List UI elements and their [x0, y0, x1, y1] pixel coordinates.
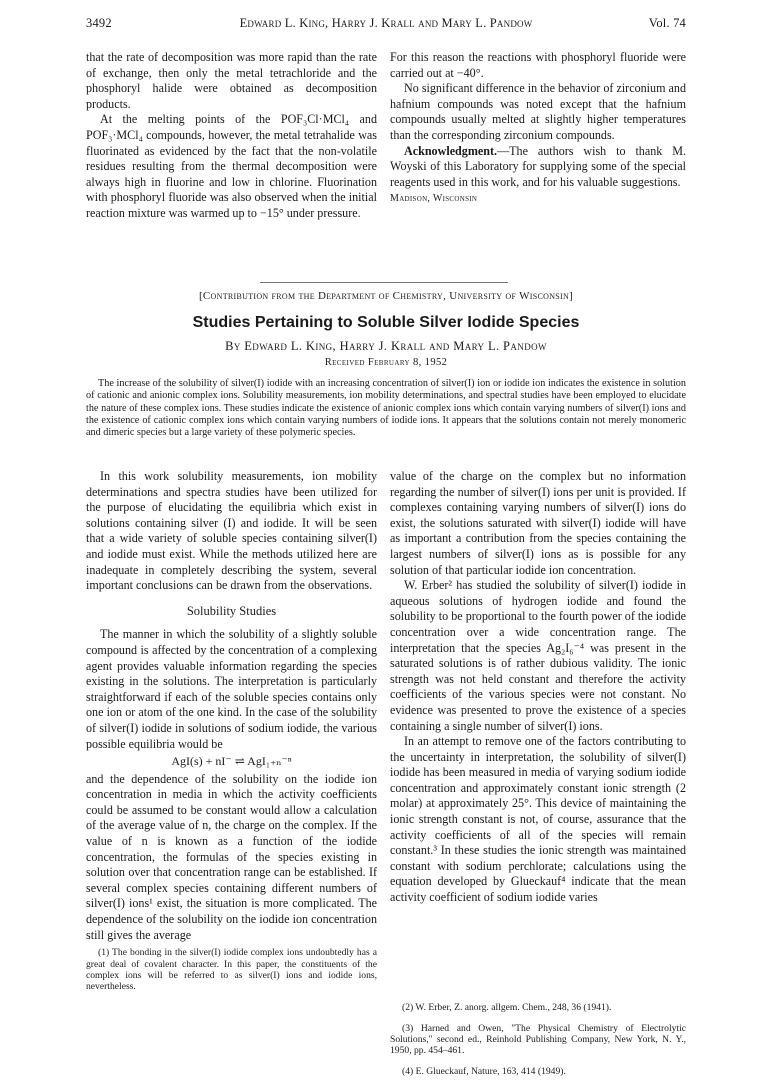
- author-address: Madison, Wisconsin: [390, 193, 478, 205]
- abstract-text: The increase of the solubility of silver(I) iodide with an increasing concentration of silver(I) ion or iodide ion indicates the existence in solution of cationic and anionic complex ions. Solubility measurements, ion mobility determinations, and spectral studies have been employed to elucidate the nature of these complex ions. These studies indicate the existence of anionic complex ions which contain varying numbers of silver(I) ions and the existence of cationic complex ions which contain varying numbers of iodide ions. It appears that the solutions contain not merely monomeric and dimeric species but a large variety of these polymeric species.: [86, 378, 686, 439]
- body-right-column: [390, 469, 686, 906]
- article-title: Studies Pertaining to Soluble Silver Iodide Species: [192, 314, 580, 331]
- previous-paragraph: that the rate of decomposition was more rapid than the rate of exchange, then only the metal tetrachloride and the phosphoryl halide were obtained as decomposition products.: [86, 50, 377, 111]
- section-heading: Solubility Studies: [186, 603, 277, 618]
- body-paragraph: and the dependence of the solubility on the iodide ion concentration in media in which the activity coefficients could be assumed to be constant would allow a calculation of the average value of n, the charge on the complex. If the value of n is known as a function of the iodide concentration, the formulas of the species existing in solution over that concentration range can be established. If several complex species containing different numbers of silver(I) ions¹ exist, the situation is more complicated. The dependence of the solubility on the iodide ion concentration still gives the average: [86, 771, 377, 942]
- article-byline: By Edward L. King, Harry J. Krall and Mary L. Pandow: [225, 339, 547, 353]
- body-paragraph: The manner in which the solubility of a slightly soluble compound is affected by the concentration of a complexing agent provides valuable information regarding the species existing in the solutions. The interpretation is particularly straightforward if each of the soluble species contains only one ion or atom of the one kind. In the case of the solubility of silver(I) iodide in solutions of sodium iodide, the various possible equilibria would be: [86, 627, 377, 751]
- previous-article-right-column: [390, 50, 686, 207]
- contribution-line: [Contribution from the Department of Chemistry, University of Wisconsin]: [198, 290, 574, 302]
- previous-article-left-column: [86, 50, 377, 222]
- body-left-column: [86, 469, 377, 993]
- footnote-2: (2) W. Erber, Z. anorg. allgem. Chem., 248, 36 (1941).: [402, 1001, 612, 1013]
- abstract: [86, 378, 686, 439]
- previous-paragraph: At the melting points of the POF₃Cl·MCl₄ and POF₃·MCl₄ compounds, however, the metal tetrahalide was fluorinated as evidenced by the fact that the non-volatile residues resulting from the thermal decomposition were always high in fluorine and low in chlorine. Fluorination with phosphoryl fluoride was also observed when the initial reaction mixture was warmed up to −15° under pressure.: [86, 112, 377, 220]
- footnotes-right: [390, 992, 686, 1087]
- intro-paragraph: In this work solubility measurements, ion mobility determinations and spectra studies have been utilized for the purpose of elucidating the equilibria which exist in solutions containing silver (I) and iodide. It will be seen that a wide variety of soluble species containing silver(I) and iodide must exist. While the methods utilized here are inadequate in completely describing the system, several important conclusions can be drawn from the observations.: [86, 469, 377, 593]
- acknowledgment-label: Acknowledgment.: [404, 143, 498, 158]
- page-number: 3492: [86, 16, 112, 30]
- running-header-authors: Edward L. King, Harry J. Krall and Mary L. Pandow: [239, 16, 533, 30]
- footnote-4: (4) E. Glueckauf, Nature, 163, 414 (1949).: [402, 1066, 566, 1078]
- equation: AgI(s) + nI⁻ ⇌ AgI₁₊ₙ⁻ⁿ: [171, 754, 292, 769]
- volume-label: Vol. 74: [648, 16, 686, 30]
- running-header: [86, 16, 686, 34]
- article-separator-rule: [260, 282, 508, 283]
- previous-paragraph: For this reason the reactions with phosphoryl fluoride were carried out at −40°.: [390, 50, 686, 80]
- body-paragraph: W. Erber² has studied the solubility of silver(I) iodide in aqueous solutions of hydrogen iodide and found the solubility to be proportional to the fourth power of the iodide concentration over a wide concentration range. The interpretation that the species Ag₂I₆⁻⁴ was present in the saturated solutions is of rather dubious validity. The ionic strength was not held constant and therefore the activity coefficients of the various species were not constant. No evidence was presented to prove the existence of a species containing a single number of silver(I) ions.: [390, 578, 686, 733]
- body-paragraph: In an attempt to remove one of the factors contributing to the uncertainty in interpretation, the solubility of silver(I) iodide has been measured in media of varying sodium iodide concentration and approximately constant ionic strength (2 molar) at approximately 25°. This device of maintaining the ionic strength constant is not, of course, assurance that the activity coefficients of all of the species will remain constant.³ In these studies the ionic strength was maintained constant with sodium perchlorate; calculations using the equation developed by Glueckauf⁴ indicate that the mean activity coefficient of sodium iodide varies: [390, 734, 686, 905]
- footnote-1: (1) The bonding in the silver(I) iodide complex ions undoubtedly has a great deal of covalent character. In this paper, the constituents of the complex ions will be referred to as silver(I) ions and iodide ions, nevertheless.: [86, 947, 377, 993]
- acknowledgment-text: —The authors wish to thank M. Woyski of this Laboratory for supplying some of the special reagents used in this work, and for his valuable suggestions.: [390, 143, 686, 189]
- body-paragraph: value of the charge on the complex but no information regarding the number of silver(I) ions per unit is provided. If complexes containing varying numbers of silver(I) ions do exist, the solutions saturated with silver(I) iodide will have as important a contribution from the species containing the largest numbers of silver(I) ions as is possible for any solution of that particular iodide ion concentration.: [390, 469, 686, 577]
- footnotes-left: [86, 947, 377, 993]
- received-date: Received February 8, 1952: [324, 357, 448, 368]
- footnote-3: (3) Harned and Owen, "The Physical Chemistry of Electrolytic Solutions," second ed., Reinhold Publishing Company, New York, N. Y., 1950, pp. 454–461.: [390, 1022, 686, 1057]
- acknowledgment-paragraph: [390, 144, 686, 191]
- previous-paragraph: No significant difference in the behavior of zirconium and hafnium compounds was noted except that the hafnium compounds usually melted at slightly higher temperatures than the corresponding zirconium compounds.: [390, 81, 686, 142]
